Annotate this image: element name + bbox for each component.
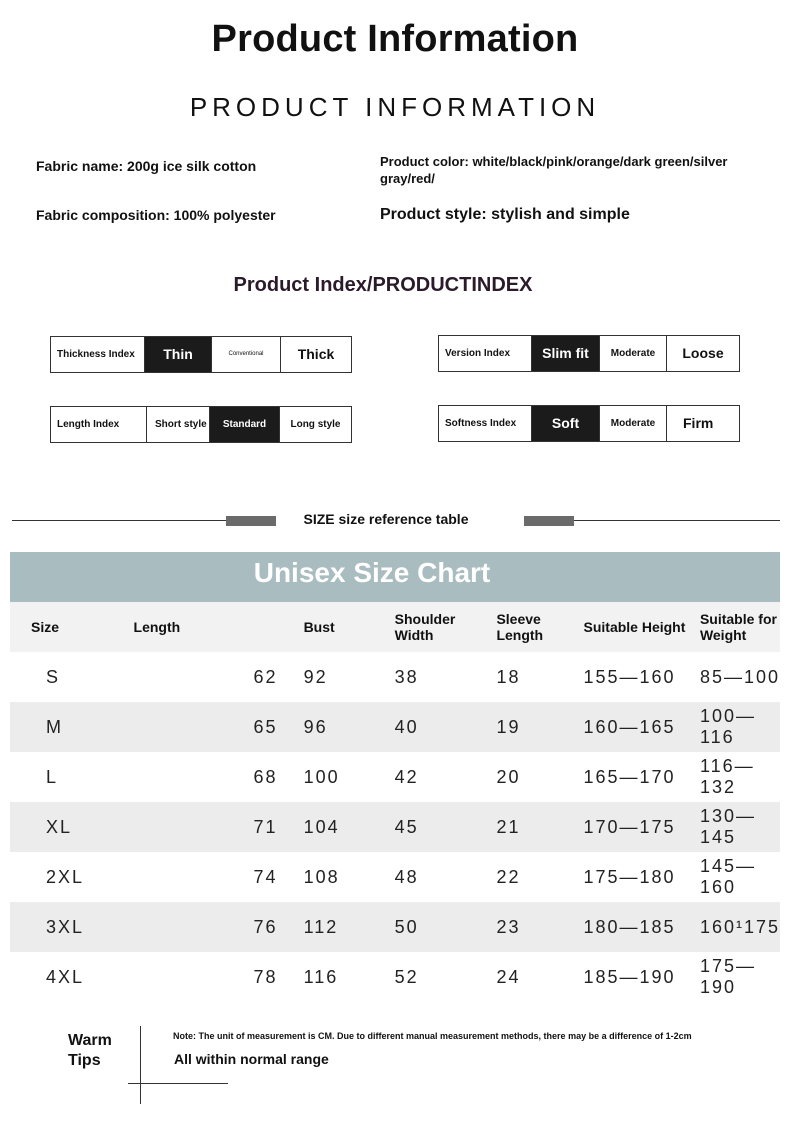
table-row	[10, 852, 780, 902]
size-table-header-row	[10, 602, 780, 652]
length-option-long: Long style	[279, 407, 351, 442]
length-option-standard: Standard	[209, 407, 279, 442]
tips-vertical-line	[140, 1026, 141, 1104]
version-option-slim-fit: Slim fit	[531, 336, 599, 371]
cell-size: S	[46, 666, 61, 687]
product-style: Product style: stylish and simple	[380, 206, 630, 223]
warm-tips-label-line2: Tips	[68, 1052, 101, 1069]
cell-sleeve-length: 19	[481, 702, 566, 752]
cell-bust: 92	[303, 666, 328, 687]
cell-sleeve-length: 18	[496, 666, 521, 687]
cell-suitable-height: 165—170	[583, 766, 676, 787]
column-header-length: Length	[114, 602, 278, 652]
version-index-label: Version Index	[445, 348, 511, 359]
page-subtitle: PRODUCT INFORMATION	[189, 92, 601, 122]
size-chart-title: Unisex Size Chart	[253, 557, 491, 588]
column-header-bust: Bust	[278, 602, 375, 652]
length-index-label: Length Index	[57, 419, 120, 430]
cell-length: 78	[253, 966, 278, 987]
cell-bust: 112	[278, 902, 375, 952]
cell-suitable-weight: 175—190	[699, 956, 756, 997]
column-header-size: Size	[10, 602, 114, 652]
column-header-suitable-height: Suitable Height	[567, 602, 693, 652]
divider-bar-right	[524, 516, 574, 526]
divider-line-left	[12, 520, 226, 521]
table-row	[10, 702, 780, 752]
cell-shoulder-width: 42	[394, 766, 419, 787]
cell-bust: 104	[278, 802, 375, 852]
fabric-name: Fabric name: 200g ice silk cotton	[36, 158, 257, 174]
cell-shoulder-width: 38	[394, 666, 419, 687]
cell-length: 71	[114, 802, 278, 852]
column-header-suitable-weight: Suitable for Weight	[693, 602, 780, 652]
cell-suitable-weight: 100—116	[693, 702, 780, 752]
cell-bust: 108	[303, 866, 340, 887]
cell-sleeve-length: 20	[496, 766, 521, 787]
cell-suitable-weight: 160¹175	[693, 902, 780, 952]
cell-shoulder-width: 48	[394, 866, 419, 887]
size-table	[10, 602, 780, 1002]
divider-bar-left	[226, 516, 276, 526]
cell-length: 62	[253, 666, 278, 687]
cell-suitable-height: 160—165	[567, 702, 693, 752]
table-row	[10, 752, 780, 802]
cell-suitable-height: 185—190	[583, 966, 676, 987]
length-index	[50, 406, 352, 443]
softness-index-label: Softness Index	[445, 418, 517, 429]
softness-option-firm: Firm	[666, 406, 739, 441]
cell-suitable-height: 180—185	[567, 902, 693, 952]
cell-suitable-weight: 116—132	[699, 756, 755, 797]
cell-sleeve-length: 24	[496, 966, 521, 987]
cell-suitable-height: 155—160	[583, 666, 676, 687]
table-row	[10, 802, 780, 852]
thickness-index-label: Thickness Index	[57, 349, 135, 360]
cell-shoulder-width: 52	[394, 966, 419, 987]
cell-shoulder-width: 40	[375, 702, 482, 752]
cell-size: XL	[10, 802, 114, 852]
tips-horizontal-line	[128, 1083, 228, 1084]
cell-bust: 100	[303, 766, 340, 787]
thickness-option-thin: Thin	[144, 337, 211, 372]
thickness-index	[50, 336, 352, 373]
cell-suitable-weight: 130—145	[693, 802, 780, 852]
cell-size: 3XL	[10, 902, 114, 952]
softness-option-soft: Soft	[531, 406, 599, 441]
warm-tips-label	[68, 1031, 112, 1071]
softness-index	[438, 405, 740, 442]
cell-shoulder-width: 45	[375, 802, 482, 852]
cell-sleeve-length: 23	[481, 902, 566, 952]
column-header-sleeve-length: Sleeve Length	[481, 602, 566, 652]
version-option-loose: Loose	[666, 336, 739, 371]
table-row	[10, 952, 780, 1002]
cell-bust: 96	[278, 702, 375, 752]
version-index	[438, 335, 740, 372]
table-row	[10, 902, 780, 952]
cell-size: 2XL	[46, 866, 85, 887]
normal-range-note: All within normal range	[174, 1051, 329, 1067]
table-row	[10, 652, 780, 702]
cell-size: L	[46, 766, 59, 787]
cell-length: 74	[253, 866, 278, 887]
cell-suitable-weight: 85—100	[699, 666, 780, 687]
column-header-shoulder-width: Shoulder Width	[375, 602, 482, 652]
cell-length: 76	[114, 902, 278, 952]
divider-line-right	[574, 520, 780, 521]
cell-length: 65	[114, 702, 278, 752]
warm-tips-label-line1: Warm	[68, 1032, 112, 1049]
size-section-label: SIZE size reference table	[303, 511, 469, 527]
cell-bust: 116	[303, 966, 339, 987]
cell-suitable-height: 170—175	[567, 802, 693, 852]
cell-length: 68	[253, 766, 278, 787]
cell-sleeve-length: 22	[496, 866, 521, 887]
thickness-option-thick: Thick	[280, 337, 351, 372]
measurement-note: Note: The unit of measurement is CM. Due to different manual measurement methods, there may be a difference of 1-2cm	[173, 1031, 692, 1041]
cell-sleeve-length: 21	[481, 802, 566, 852]
product-index-title: Product Index/PRODUCTINDEX	[233, 274, 533, 296]
cell-size: M	[10, 702, 114, 752]
softness-option-moderate: Moderate	[599, 406, 666, 441]
length-option-short: Short style	[146, 407, 209, 442]
cell-size: 4XL	[46, 966, 85, 987]
page-title: Product Information	[211, 18, 579, 60]
thickness-option-conventional: Conventional	[211, 337, 280, 372]
version-option-moderate: Moderate	[599, 336, 666, 371]
cell-suitable-weight: 145—160	[699, 856, 756, 897]
cell-suitable-height: 175—180	[583, 866, 676, 887]
product-color: Product color: white/black/pink/orange/dark green/silver gray/red/	[380, 154, 728, 186]
cell-shoulder-width: 50	[375, 902, 482, 952]
fabric-composition: Fabric composition: 100% polyester	[36, 207, 276, 223]
